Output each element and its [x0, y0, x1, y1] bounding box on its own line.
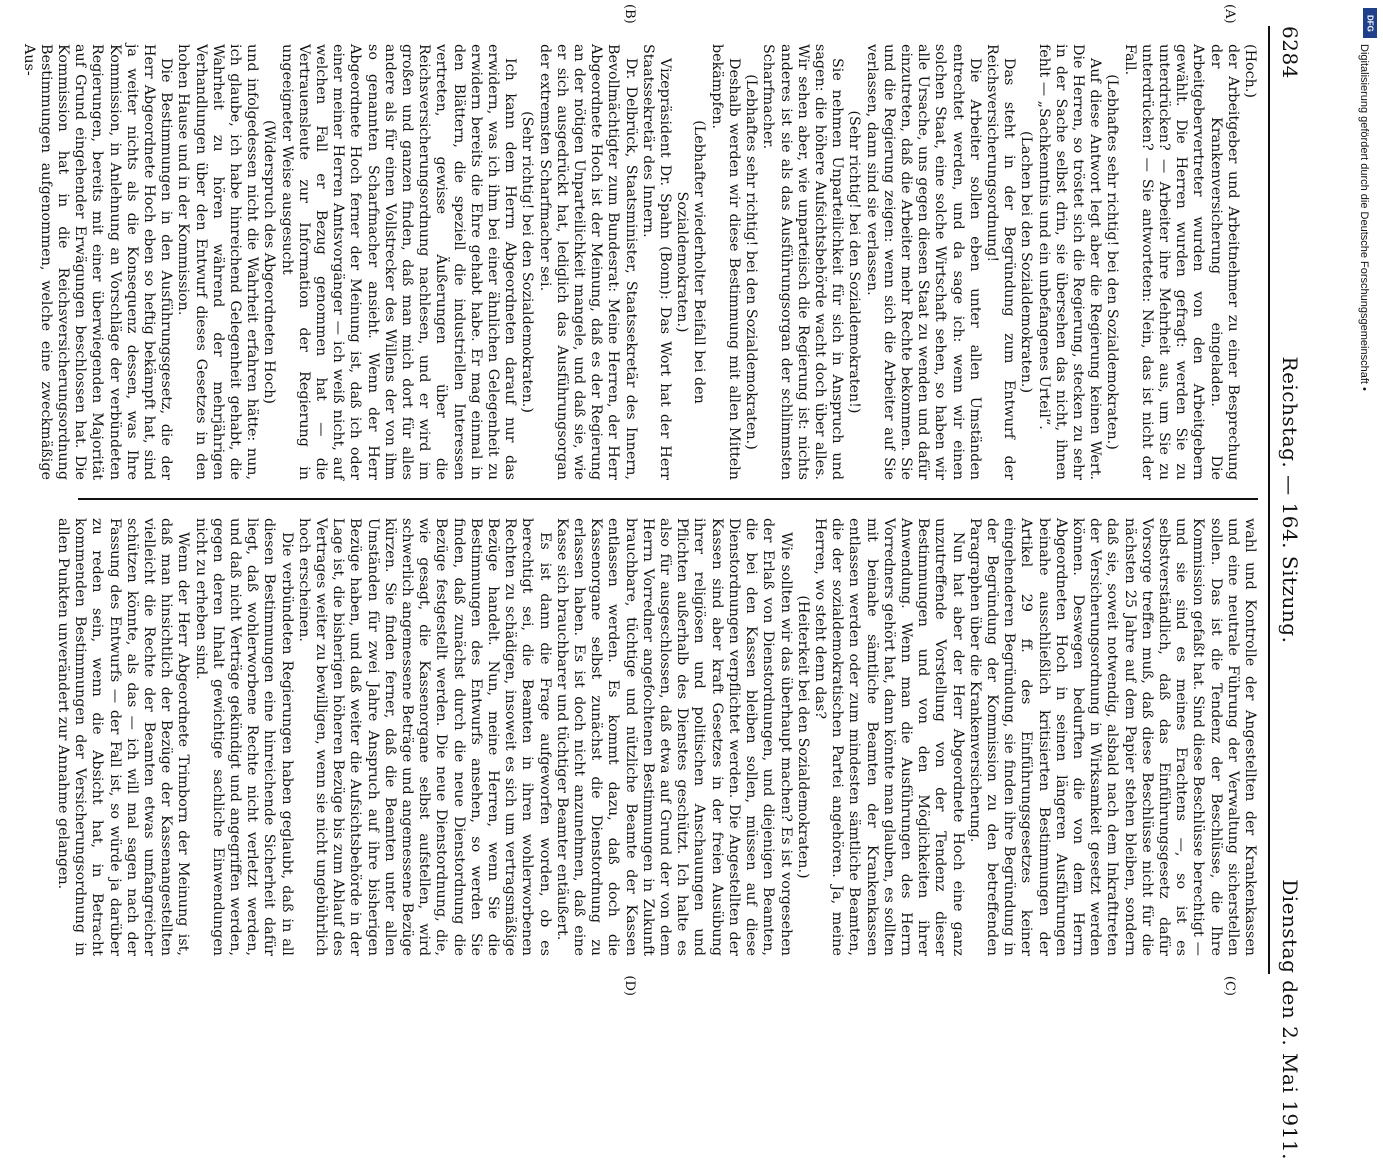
interjection: (Sehr richtig! bei den Sozialdemokraten.) [519, 111, 536, 413]
paragraph: Auf diese Antwort legt aber die Regierung keinen Wert. Die Herren, so tröstet sich die Regierung, stecken zu sehr in der Sache selbst drin, sie übersehen das nicht, ihnen fehlt — „Sachkenntnis und ein unbefangenes Urteil“. [1035, 44, 1104, 480]
session-date: Dienstag den 2. Mai 1911. [1278, 879, 1302, 1160]
interjection: (Lachen bei den Sozialdemokraten.) [1018, 130, 1035, 394]
paragraph: Deshalb werden wir diese Bestimmung mit allen Mitteln bekämpfen. [708, 44, 742, 480]
paragraph: Wie sollten wir das überhaupt machen? Es ist vorgesehen der Erlaß von Dienstordnungen, und diejenigen Beamten, die bei den Kassen bleiben sollen, müssen auf diese Dienstordnungen verpflichtet werden. Die Angestellten der Kassen sind aber kraft Gesetzes in der freien Ausübung ihrer religiösen und politischen Anschauungen und Pflichten außerhalb des Dienstes geschützt. Ich halte es also für ausgeschlossen, daß etwa auf Grund der von dem Herrn Vorredner angefochtenen Bestimmungen in Zukunft brauchbare, tüchtige und nützliche Beamte der Kassen entlassen werden. Es kommt dazu, daß doch die Kassenorgane selbst zunächst die Dienstordnung zu erlassen haben. Es ist doch nicht anzunehmen, daß eine Kasse sich brauchbarer und tüchtiger Beamter entäußert. [553, 518, 794, 956]
paragraph: Vizepräsident Dr. Spahn (Bonn): Das Wort hat der Herr Staatssekretär des Innern. [639, 44, 674, 480]
paragraph: Dr. Delbrück, Staatsminister, Staatssekretär des Innern, Bevollmächtigter zum Bundesrat: Meine Herren, der Herr Abgeordnete Hoch ist der Meinung, daß es der Regierung an der nötigen Unparteilichkeit mangele, und daß sie, wie er sich ausgedrückt hat, lediglich das Ausführungsorgan der extremsten Scharfmacher sei. [536, 44, 639, 480]
session-title: Reichstag. — 164. Sitzung. [1278, 356, 1302, 644]
interjection: (Widerspruch des Abgeordneten Hoch) [261, 119, 278, 404]
paragraph: Ich kann dem Herrn Abgeordneten darauf nur das erwidern, was ich ihm bei einer ähnlichen Gelegenheit zu erwidern bereits die Ehre gehabt habe. Er mag einmal in den Blättern, die speziell die industriellen Interessen vertreten, gewisse Äußerungen über die Reichsversicherungsordnung nachlesen, und er wird im großen und ganzen finden, daß man mich dort für alles andere als für einen Vollstrecker des Willens der von ihm so genannten Scharfmacher ansieht. Wenn der Herr Abgeordnete Hoch ferner der Meinung ist, daß ich oder einer meiner Herren Amtsvorgänger — ich weiß nicht, auf welchen Fall er Bezug genommen hat — die Vertrauensleute zur Information der Regierung in ungeeigneter Weise ausgesucht [278, 44, 519, 480]
page-body [20, 4, 1258, 996]
interjection: (Sehr richtig! bei den Sozialdemokraten!) [846, 110, 863, 414]
margin-marker-b: (B) [622, 4, 637, 24]
paragraph: Es ist dann die Frage aufgeworfen worden, ob es berechtigt sei, die Beamten in ihren wohlerworbenen Rechten zu schädigen, insoweit es sich um vertragsmäßige Bezüge handelt. Nun, meine Herren, wenn Sie die Bestimmungen des Entwurfs ansehen, so werden Sie finden, daß zunächst durch die neue Dienstordnung die Bezüge festgestellt werden. Die neue Dienstordnung, die, wie gesagt, die Kassenorgane selbst aufstellen, wird schwerlich angemessene Beträge und angemessene Bezüge kürzen. Sie finden ferner, daß die Beamten unter allen Umständen für zwei Jahre Anspruch auf ihre bisherigen Bezüge haben, und daß weiter die Aufsichtsbehörde in der Lage ist, die bisherigen höheren Bezüge bis zum Ablauf des Vertrages weiter zu bewilligen, wenn sie nicht ungebührlich hoch erscheinen. [295, 518, 553, 956]
interjection: (Lebhaftes sehr richtig! bei den Sozialdemokraten.) [743, 74, 760, 450]
paragraph: Die verbündeten Regierungen haben geglaubt, daß in all diesen Bestimmungen eine hinreichende Sicherheit dafür liegt, daß wohlerworbene Rechte nicht verletzt werden, und daß nicht Verträge gekündigt und angegriffen werden, gegen deren Inhalt gewichtige sachliche Einwendungen nicht zu erheben sind. [192, 518, 295, 956]
paragraph: Wenn der Herr Abgeordnete Trimborn der Meinung ist, daß man hinsichtlich der Bezüge der Kassenangestellten vielleicht die Rechte der Beamten etwas umfangreicher schützen könnte, als das — ich will mal sagen nach der Fassung des Entwurfs — der Fall ist, so würde ja darüber zu reden sein, wenn die Absicht hat, in Betracht kommenden Bestimmungen der Versicherungsordnung in allen Punkten unverändert zur Annahme gelangen. [54, 518, 192, 956]
interjection: (Heiterkeit bei den Sozialdemokraten.) [794, 595, 811, 879]
digitization-credit: Digitalisierung gefördert durch die Deutsche Forschungsgemeinschaft • [1358, 44, 1370, 391]
left-column [20, 4, 1258, 500]
rotated-page [20, 0, 1320, 1160]
paragraph: Die Arbeiter sollen eben unter allen Umständen entrechtet werden, und da sage ich: wenn wir einen solchen Staat, eine solche Wirtschaft sehen, so haben wir alle Ursache, uns gegen diesen Staat zu wenden und dafür einzutreten, daß die Arbeiter mehr Rechte bekommen. Sie und die Regierung zeigen: wenn sich die Arbeiter auf Sie verlassen, dann sind sie verlassen. [863, 44, 983, 480]
margin-marker-a: (A) [1222, 4, 1237, 24]
page-number: 6284 [1278, 26, 1302, 79]
paragraph: der Arbeitgeber und Arbeitnehmer zu einer Besprechung der Krankenversicherung eingeladen. Die Arbeitgebervertreter wurden von den Arbeitgebern gewählt. Die Herren wurden gefragt: werden Sie zu unterdrücken? — Arbeiter ihre Mehrheit aus, um Sie zu unterdrücken? — Sie antworteten: Nein, das ist nicht der Fall. [1121, 44, 1241, 480]
paragraph: (Hoch.) [1242, 44, 1258, 98]
margin-marker-c: (C) [1222, 975, 1237, 996]
paragraph: Das steht in der Begründung zum Entwurf der Reichsversicherungsordnung! [983, 44, 1018, 480]
dfg-logo: DFG [1363, 8, 1377, 38]
paragraph: und infolgedessen nicht die Wahrheit erfahren hätte: nun, ich glaube, ich habe hinreichend Gelegenheit gehabt, die Wahrheit zu hören während der mehrjährigen Verhandlungen über den Entwurf dieses Gesetzes in den hohen Hause und in der Kommission. [175, 44, 261, 480]
page-header [1268, 26, 1302, 1160]
interjection: (Lebhaftes sehr richtig! bei den Sozialdemokraten.) [1104, 74, 1121, 450]
interjection: (Lebhafter wiederholter Beifall bei den Sozialdemokraten.) [674, 120, 708, 404]
margin-marker-d: (D) [622, 975, 637, 996]
right-column [54, 500, 1258, 996]
paragraph: Nun hat aber der Herr Abgeordnete Hoch eine ganz unzutreffende Vorstellung von der Tendenz dieser Bestimmungen und von den Möglichkeiten ihrer Anwendung. Wenn man die Ausführungen des Herrn Vorredners gehört hat, dann könnte man glauben, es sollten mit beinahe sämtliche Beamten der Krankenkassen entlassen werden oder zum mindesten sämtliche Beamten, die der sozialdemokratischen Partei angehören. Ja, meine Herren, wo steht denn das? [811, 518, 966, 956]
paragraph: Die Bestimmungen in den Ausführungsgesetz, die der Herr Abgeordnete Hoch eben so heftig bekämpft hat, sind ja weiter nichts als die Konsequenz dessen, was Ihre Kommission, in Anlehnung an Vorschläge der verbündeten Regierungen, bereits mit einer überwiegenden Majorität auf Grund eingehender Erwägungen beschlossen hat. Die Kommission hat in die Reichsversicherungsordnung Bestimmungen aufgenommen, welche eine zweckmäßige Aus- [20, 44, 175, 480]
paragraph: Sie nehmen Unparteilichkeit für sich in Anspruch und sagen: die höhere Aufsichtsbehörde wacht doch über alles. Wir sehen aber, wie unparteiisch die Regierung ist: nichts anderes ist sie als das Ausführungsorgan der schlimmsten Scharfmacher. [760, 44, 846, 480]
paragraph: wahl und Kontrolle der Angestellten der Krankenkassen und eine neutrale Führung der Verwaltung sicherstellen sollen. Das ist die Tendenz der Beschlüsse, die Ihre Kommission gefaßt hat. Sind diese Beschlüsse berechtigt — und sie sind es meines Erachtens —, so ist es selbstverständlich, daß das Einführungsgesetz dafür Vorsorge treffen muß, daß diese Beschlüsse nicht für die nächsten 25 Jahre auf dem Papier stehen bleiben, sondern daß sie, soweit notwendig, alsbald nach dem Inkrafttreten der Versicherungsordnung in Wirksamkeit gesetzt werden können. Deswegen bedurften die von dem Herrn Abgeordneten Hoch in seinen längeren Ausführungen beinahe ausschließlich kritisierten Bestimmungen der Artikel 29 ff. des Einführungsgesetzes keiner eingehenderen Begründung, sie finden ihre Begründung in der Begründung der Kommission zu den betreffenden Paragraphen über die Krankenversicherung. [966, 518, 1258, 956]
